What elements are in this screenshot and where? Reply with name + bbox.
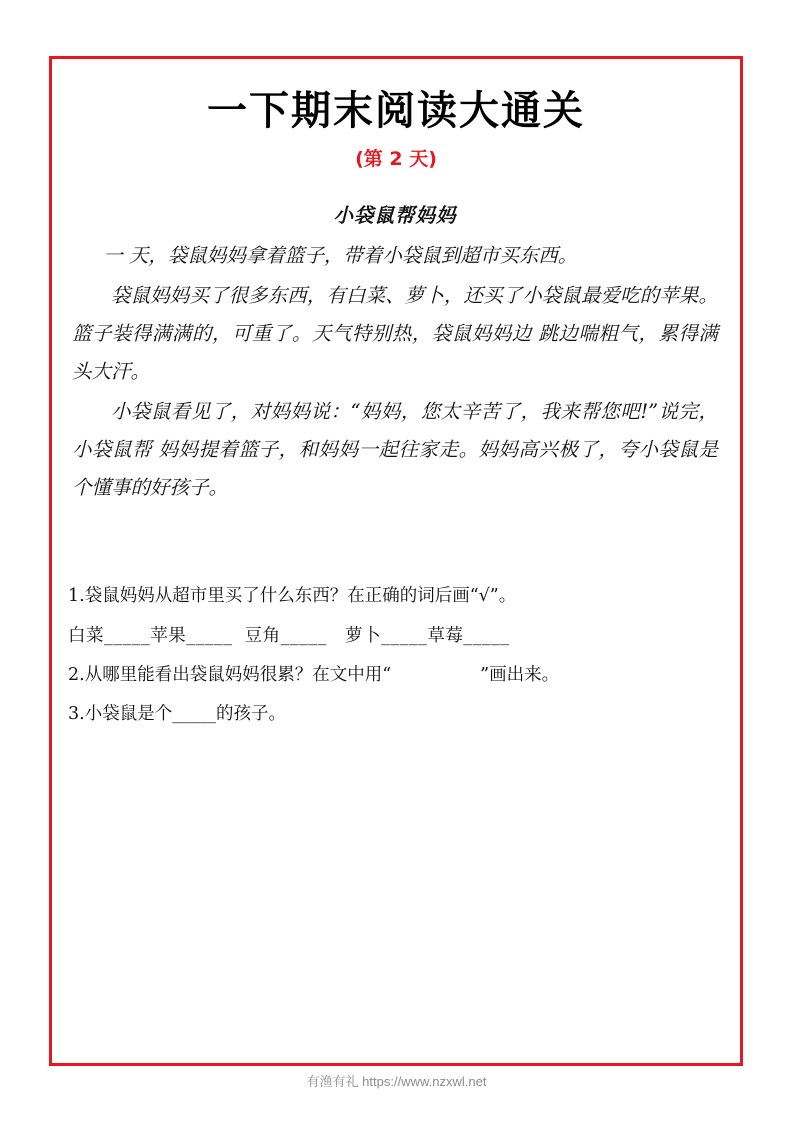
page-title: 一下期末阅读大通关 (207, 88, 585, 134)
passage-paragraph: 小袋鼠看见了，对妈妈说：“妈妈，您太辛苦了，我来帮您吧!”说完，小袋鼠帮 妈妈提着篮子，和妈妈一起往家走。妈妈高兴极了，夸小袋鼠是个懂事的好孩子。 (72, 400, 718, 500)
question-list (62, 577, 730, 735)
reading-passage (62, 197, 730, 507)
worksheet-content (62, 66, 730, 1056)
passage-paragraph: 一 天，袋鼠妈妈拿着篮子，带着小袋鼠到超市买东西。 (103, 244, 578, 268)
page-subtitle: (第 2 天) (355, 148, 437, 170)
question-item: 1.袋鼠妈妈从超市里买了什么东西？在正确的词后画“√”。 (68, 586, 517, 607)
question-item: 3.小袋鼠是个_____的孩子。 (68, 704, 286, 725)
passage-paragraph: 袋鼠妈妈买了很多东西，有白菜、萝卜，还买了小袋鼠最爱吃的苹果。篮子装得满满的，可重了。天气特别热，袋鼠妈妈边 跳边喘粗气，累得满头大汗。 (72, 284, 718, 384)
question-answer-blanks[interactable]: 白菜_____苹果_____ 豆角_____ 萝卜_____草莓_____ (68, 625, 510, 646)
footer-watermark: 有渔有礼 https://www.nzxwl.net (306, 1074, 487, 1089)
passage-title: 小袋鼠帮妈妈 (333, 204, 457, 227)
question-item: 2.从哪里能看出袋鼠妈妈很累？在文中用“ ”画出来。 (68, 664, 560, 685)
